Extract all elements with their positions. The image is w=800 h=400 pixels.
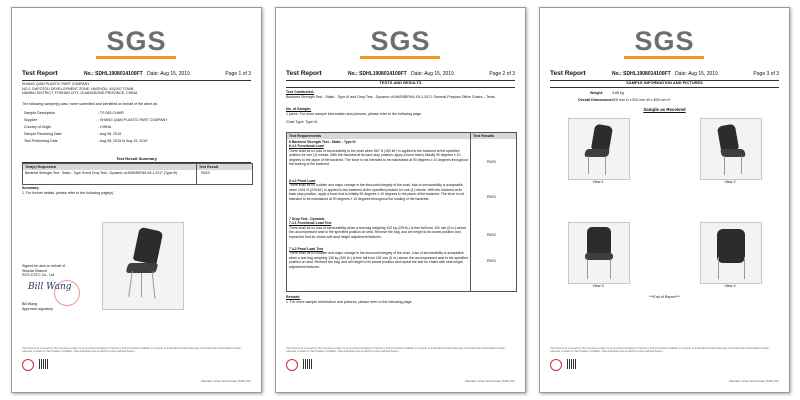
report-page-1 (11, 7, 262, 393)
col-divider (470, 133, 471, 291)
page-header (550, 69, 779, 79)
chair-type: Chair Type: Type III. (286, 120, 319, 124)
info-key: Sample Receiving Date (24, 132, 62, 136)
chair-leg (152, 271, 156, 299)
col-requested: Test(s) Requested (25, 165, 56, 169)
results-table (286, 132, 517, 292)
chair-photo (102, 222, 184, 310)
certification-seal (22, 359, 34, 371)
test-7-4-1: 7.4.1 Functional Load Test (289, 221, 332, 226)
section-rule (286, 87, 515, 88)
info-key: Test Performing Date (24, 139, 58, 143)
report-page-3 (539, 7, 790, 393)
info-key: Supplier (24, 118, 38, 122)
chair-backrest (717, 229, 745, 263)
logo-underline (360, 56, 440, 59)
report-title: Test Report (22, 70, 58, 77)
view-4-label: View 4 (724, 284, 736, 288)
view-1-label: View 1 (592, 180, 604, 184)
logo-underline (624, 56, 704, 59)
remark-label: Remark: (286, 295, 301, 299)
result-7-4-2: PASS (487, 259, 496, 263)
chair-leg (744, 257, 745, 279)
info-row (22, 138, 251, 144)
test-7-4-2-text: There shall be no sudden and major change in the structural integrity of the chair. Loss of serviceability is acceptable when a test bag weighing 136 kg (300 lb.) is free fall from 152 mm (6 in.) above the uncompressed seat to the specified position on seat. Remove the bag, and set height to its lowest position and repeat the test for chairs with seat height adjustment features. (289, 251, 468, 269)
report-date: Date: Aug 15, 2019 (675, 71, 718, 77)
requested-result: PASS (201, 171, 210, 175)
report-number: No.: SDHL1908014100FT (348, 71, 407, 77)
chair-leg (588, 156, 589, 174)
dimensions-row (550, 97, 779, 103)
chair-seat (585, 253, 613, 260)
weight-row (550, 90, 779, 96)
info-value: : TS 083 CHAIR (98, 111, 124, 115)
intro-text: The following sample(s) was / were submitted and identified on behalf of the client as: (22, 102, 159, 106)
signature: Bill Wang (28, 282, 72, 292)
requested-test: Backrest Strength Test - Static - Type III and Drop Test - Dynamic of ANSI/BIFMA X5.1-2017 (Type III) (25, 171, 178, 175)
view-4-photo (700, 222, 762, 284)
chair-backrest (133, 227, 164, 265)
info-row (22, 131, 251, 137)
report-title: Test Report (550, 70, 586, 77)
remark-text: 1. For more sample information and pictures, please refer to the following page. (286, 299, 413, 304)
signed-line-3: SGS-CSTC Co., Ltd. (22, 273, 56, 278)
logo-underline (96, 56, 176, 59)
info-key: Country of Origin (24, 125, 52, 129)
report-number: No.: SDHL1908014100FT (612, 71, 671, 77)
page-header (22, 69, 251, 79)
footer-terms: This document is issued by the Company subject to its General Conditions of Service printed overleaf, available on request or accessible at http://www.sgs.com/en/Terms-and-Conditions.aspx. Attention is drawn to the limitation of liability, indemnification and jurisdiction issues defined therein. (286, 347, 506, 354)
summary-table-header (23, 164, 252, 170)
view-3-photo (568, 222, 630, 284)
chair-leg (718, 257, 719, 279)
view-1-photo (568, 118, 630, 180)
received-title: Sample as Received (643, 107, 686, 112)
member-line: Member of the SGS Group (SGS SA) (201, 379, 251, 383)
col-results: Test Results (473, 134, 495, 138)
sgs-logo: SGS (634, 26, 695, 56)
chair-leg (724, 156, 725, 175)
info-key: Sample Description (24, 111, 56, 115)
weight-value: 4.65 kg (612, 91, 624, 95)
info-value: : CHINA (98, 125, 112, 129)
result-7-4-1: PASS (487, 233, 496, 237)
chair-leg (605, 156, 606, 175)
chair-leg (610, 259, 611, 279)
signer-title: Approved signatory (22, 306, 53, 311)
page-number: Page 3 of 3 (753, 71, 779, 77)
chair-leg (741, 156, 742, 174)
summary-table (22, 163, 253, 185)
qr-code (39, 359, 49, 369)
page-number: Page 2 of 3 (489, 71, 515, 77)
samples-text: 1 piece. For more sample information and pictures, please refer to the following page. (286, 111, 423, 116)
footer-terms: This document is issued by the Company subject to its General Conditions of Service printed overleaf, available on request or accessible at http://www.sgs.com/en/Terms-and-Conditions.aspx. Attention is drawn to the limitation of liability, indemnification and jurisdiction issues defined therein. (550, 347, 770, 354)
col-requirements: Test Requirements (289, 134, 322, 138)
dimensions-label: Overall Dimensions: (578, 98, 613, 102)
col-result: Test Result (199, 165, 219, 169)
result-6-4-2: PASS (487, 195, 496, 199)
report-date: Date: Aug 15, 2019 (147, 71, 190, 77)
report-page-2 (275, 7, 526, 393)
section-title: SAMPLE INFORMATION AND PICTURES (626, 80, 703, 85)
sgs-logo: SGS (370, 26, 431, 56)
sgs-logo: SGS (106, 26, 167, 56)
signed-line-1: Signed for and on behalf of (22, 264, 66, 268)
certification-seal (286, 359, 298, 371)
report-date: Date: Aug 15, 2019 (411, 71, 454, 77)
info-value: : SHANG QIAN PLASTIC PART COMPANY (98, 118, 168, 122)
header-rule (22, 80, 251, 81)
chair-seat (126, 263, 159, 273)
info-value: : Aug 06, 2019 (98, 132, 122, 136)
results-table-header (287, 133, 516, 139)
chair-backrest (587, 227, 611, 255)
chair-leg (141, 273, 142, 297)
test-6-4-1-text: There shall be no loss of serviceability to the chair when 667 N (150 lbf.) is applied to the backrest at the specified position for one (1) minute. With the backrest at its back stop position, apply a force that is initially 90 degrees ± 10 degrees to the plane of the backrest. The force is not intended to be maintained at 90 degrees ± 10 degrees throughout the loading of the backrest. (289, 148, 468, 167)
end-of-report: ***End of Report*** (649, 295, 680, 299)
chair-leg (587, 259, 588, 279)
dimensions-value: 525 mm D x 520 mm W x 825 mm H (612, 98, 671, 102)
chair-leg (128, 271, 133, 297)
client-address-2: NANHAI DISTRICT, FOSHAN CITY, GUANGDONG PROVINCE, CHINA (22, 91, 138, 96)
summary-label: Summary: (22, 186, 40, 190)
report-number: No.: SDHL1908014100FT (84, 71, 143, 77)
section-rule (550, 87, 779, 88)
qr-code (303, 359, 313, 369)
test-7-4-2: 7.4.2 Proof Load Test (289, 247, 324, 251)
info-row (22, 124, 251, 130)
signed-line-2: Shunde Branch (22, 268, 47, 273)
test-6-4-2-text: There shall be no sudden and major change in the structural integrity of the chair, loss of serviceability is acceptable, when 1001 N (225 lbf.) is applied to the backrest at the specified position for one (1) minute. With the backrest at its back stop position, apply a force that is initially 90 degrees ± 10 degrees to the plane of the backrest. The force is not intended to be maintained at 90 degrees ± 10 degrees throughout the loading of the backrest. (289, 183, 465, 201)
info-value: : Aug 06, 2019 to Aug 15, 2019 (98, 139, 148, 143)
info-row (22, 110, 251, 116)
member-line: Member of the SGS Group (SGS SA) (465, 379, 515, 383)
member-line: Member of the SGS Group (SGS SA) (729, 379, 779, 383)
conducted-label: Test Conducted: (286, 90, 315, 94)
test-6-4-1: 6.4.1 Functional Load (289, 144, 324, 149)
summary-text: 1. For further details, please refer to the following page(s). (22, 191, 115, 195)
test-7-4-1-text: There shall be no loss of serviceability when a test bag weighing 102 kg (225 lb.) is free fall from 152 mm (6 in.) above the uncompressed seat to the specified position on seat. Remove the bag, and set height to its lowest position and repeat the test for chairs with seat height adjustment features. (289, 225, 467, 239)
client-address-1: NO.2, DAFOTOU DEVELOPMENT ZONE, HAIZHOU, XIQIAO TOWN, (22, 86, 135, 91)
col-divider (196, 164, 197, 184)
section-7: 7 Drop Test - Dynamic (289, 217, 325, 221)
samples-label: No. of Sample: (286, 107, 312, 111)
report-title: Test Report (286, 70, 322, 77)
weight-label: Weight: (590, 91, 604, 95)
summary-title: Test Result Summary (116, 156, 157, 161)
footer-terms: This document is issued by the Company subject to its General Conditions of Service printed overleaf, available on request or accessible at http://www.sgs.com/en/Terms-and-Conditions.aspx. Attention is drawn to the limitation of liability, indemnification and jurisdiction issues defined therein. (22, 347, 242, 354)
qr-code (567, 359, 577, 369)
view-3-label: View 3 (592, 284, 604, 288)
certification-seal (550, 359, 562, 371)
view-2-label: View 2 (724, 180, 736, 184)
client-name: SHANG QIAN PLASTIC PART COMPANY (22, 82, 90, 86)
page-header (286, 69, 515, 79)
section-title: TESTS AND RESULTS (379, 80, 422, 85)
section-6: 6 Backrest Strength Test - Static - Type III (289, 140, 356, 144)
conducted-text: Backrest Strength Test - Static - Type III and Drop Test - Dynamic of ANSI/BIFMA X5.1-2017 General-Purpose Office Chairs – Tests. (286, 94, 496, 99)
signer-name: Bill Wang (22, 302, 38, 306)
info-row (22, 117, 251, 123)
view-2-photo (700, 118, 762, 180)
test-6-4-2: 6.4.2 Proof Load (289, 179, 316, 183)
page-number: Page 1 of 3 (225, 71, 251, 77)
result-6-4-1: PASS (487, 160, 496, 164)
